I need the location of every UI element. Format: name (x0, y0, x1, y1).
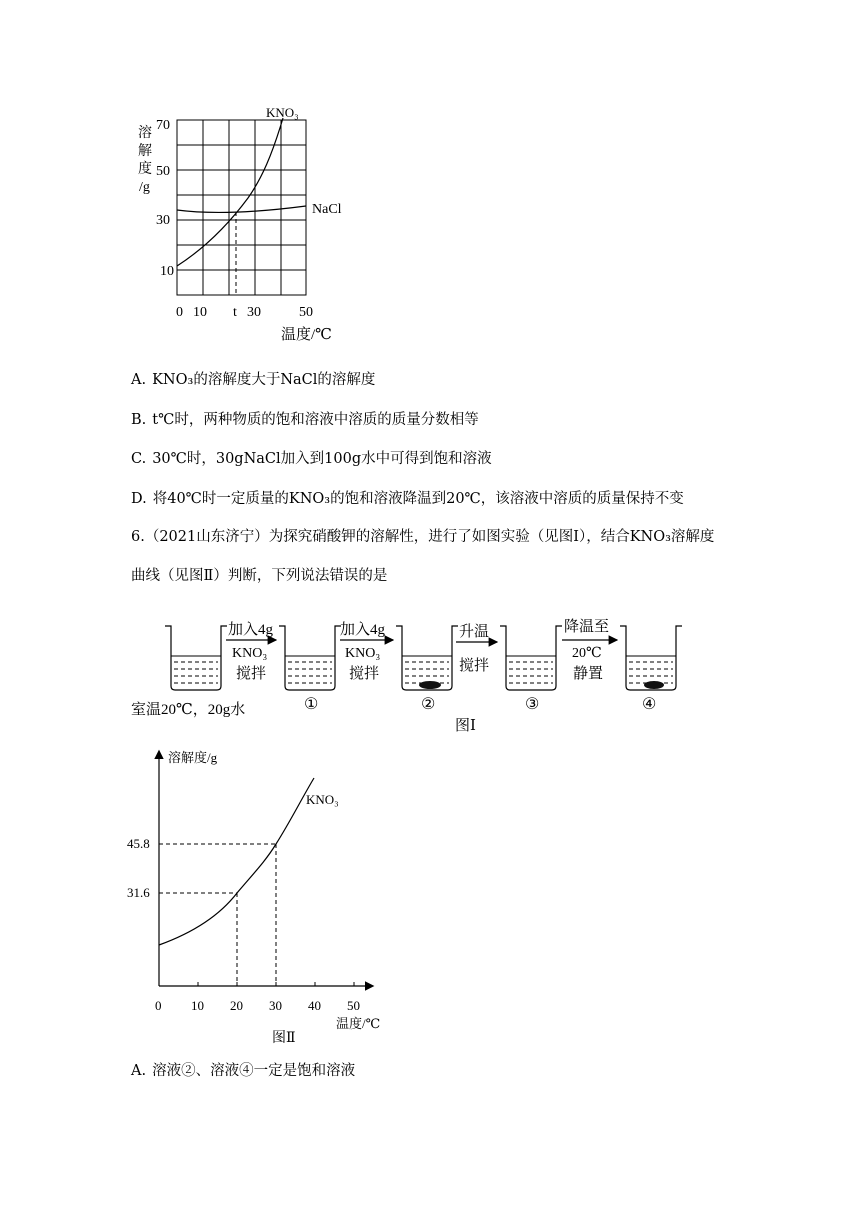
beaker-label: ④ (642, 696, 657, 713)
question-6-line-2: 曲线（见图Ⅱ）判断，下列说法错误的是 (131, 568, 388, 584)
step-2-top: 加入4g (340, 622, 386, 638)
y-label-char: 解 (138, 144, 152, 159)
x-tick-label: 30 (269, 998, 282, 1013)
kno3-series-label: KNO₃ (266, 105, 299, 120)
figure-II-caption: 图Ⅱ (272, 1031, 296, 1046)
step-4-bottom: 静置 (573, 666, 604, 682)
x-tick-label: 40 (308, 998, 321, 1013)
step-2-mid: KNO₃ (345, 646, 381, 661)
undissolved-solid-4 (644, 681, 664, 689)
beaker-2 (396, 626, 458, 690)
x-axis-label: 温度/℃ (336, 1016, 381, 1031)
step-4-mid: 20℃ (572, 646, 602, 661)
beaker-label: ② (421, 696, 436, 713)
x-axis-label: 温度/℃ (281, 327, 332, 343)
guide-lines (159, 844, 276, 986)
step-1-top: 加入4g (228, 622, 274, 638)
option-text: 将40℃时一定质量的KNO₃的饱和溶液降温到20℃，该溶液中溶质的质量保持不变 (152, 491, 684, 507)
q6-option-a (131, 1061, 355, 1081)
question-6-line-1: 6.（2021山东济宁）为探究硝酸钾的溶解性，进行了如图实验（见图Ⅰ），结合KNO₃溶解度 (131, 529, 715, 545)
x-tick-label: 0 (155, 998, 162, 1013)
beaker-1 (279, 626, 341, 690)
step-4-top: 降温至 (564, 619, 610, 635)
y-mark-label: 31.6 (127, 885, 150, 900)
beaker-4 (620, 626, 682, 690)
x-tick-label: 30 (247, 305, 261, 320)
x-tick-label: 10 (191, 998, 204, 1013)
beaker-3 (500, 626, 562, 690)
figure-II-chart (0, 740, 860, 1050)
y-mark-label: 45.8 (127, 836, 150, 851)
y-tick-label: 70 (156, 118, 170, 133)
beaker-start (165, 626, 227, 690)
option-b (131, 410, 479, 430)
x-tick-label: 50 (299, 305, 313, 320)
option-text: KNO₃的溶解度大于NaCl的溶解度 (152, 372, 376, 388)
kno3-curve (159, 778, 314, 945)
figure-1-solubility-chart (0, 0, 860, 360)
option-text: 30℃时，30gNaCl加入到100g水中可得到饱和溶液 (152, 451, 492, 467)
start-condition-label: 室温20℃，20g水 (131, 702, 246, 718)
option-a (131, 370, 375, 390)
option-letter: D. (131, 491, 147, 507)
y-tick-label: 50 (156, 164, 170, 179)
kno3-series-label: KNO₃ (306, 792, 339, 807)
x-tick-label: 50 (347, 998, 360, 1013)
option-letter: C. (131, 451, 147, 467)
step-2-bottom: 搅拌 (349, 666, 380, 682)
nacl-series-label: NaCl (312, 202, 342, 217)
figure-I-caption: 图Ⅰ (455, 718, 476, 734)
y-tick-label: 10 (160, 264, 174, 279)
beaker-label: ① (304, 696, 319, 713)
step-1-bottom: 搅拌 (236, 666, 267, 682)
kno3-curve (177, 118, 283, 266)
x-tick-label: 10 (193, 305, 207, 320)
y-axis-label: 溶解度/g (168, 750, 218, 765)
step-1-mid: KNO₃ (232, 646, 268, 661)
option-c (131, 449, 492, 469)
y-tick-label: 30 (156, 213, 170, 228)
step-3-top: 升温 (459, 624, 490, 640)
figure-I-experiment (0, 600, 860, 745)
y-label-char: 溶 (138, 126, 152, 141)
option-text: t℃时，两种物质的饱和溶液中溶质的质量分数相等 (152, 412, 479, 428)
y-label-char: 度 (138, 162, 152, 177)
x-tick-label: 0 (176, 305, 183, 320)
x-tick-label: t (233, 305, 237, 320)
y-label-char: /g (139, 180, 150, 195)
option-text: 溶液②、溶液④一定是饱和溶液 (152, 1063, 356, 1079)
step-3-bottom: 搅拌 (459, 658, 490, 674)
x-tick-label: 20 (230, 998, 243, 1013)
option-letter: B. (131, 412, 147, 428)
option-letter: A. (131, 372, 147, 388)
figure-1-grid (177, 120, 306, 295)
option-letter: A. (131, 1063, 147, 1079)
option-d (131, 489, 684, 509)
beaker-label: ③ (525, 696, 540, 713)
undissolved-solid-2 (419, 681, 441, 689)
